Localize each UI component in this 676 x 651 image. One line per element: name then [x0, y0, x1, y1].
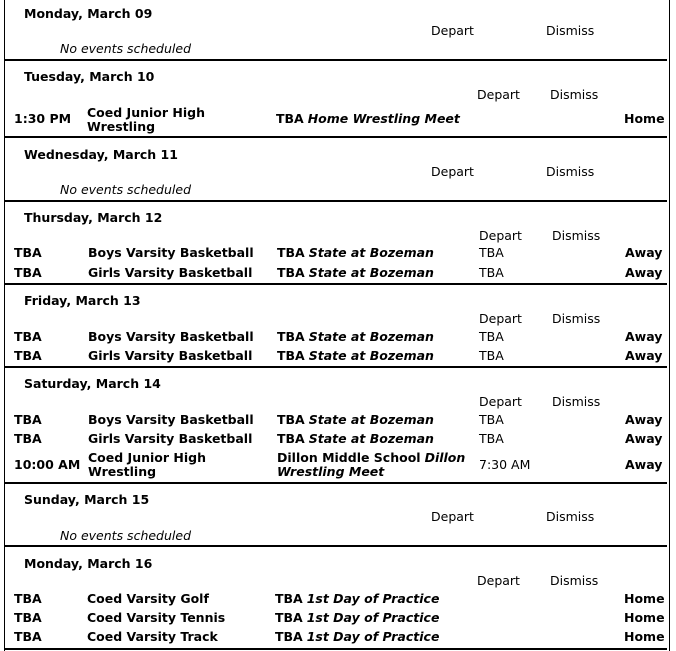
- dismiss-header: Dismiss: [552, 228, 601, 243]
- event-venue: TBA: [277, 412, 305, 427]
- event-time: 10:00 AM: [14, 457, 81, 472]
- dismiss-header: Dismiss: [552, 394, 601, 409]
- event-time: TBA: [14, 348, 42, 363]
- event-description: [277, 266, 434, 280]
- event-time: TBA: [14, 412, 42, 427]
- event-depart: TBA: [479, 265, 504, 280]
- event-name: 1st Day of Practice: [306, 629, 440, 644]
- depart-header: Depart: [431, 23, 474, 38]
- event-venue: Dillon Middle School: [277, 450, 421, 465]
- event-team: Girls Varsity Basketball: [88, 348, 253, 363]
- event-description: [275, 630, 439, 644]
- event-description: [277, 413, 434, 427]
- event-team: Girls Varsity Basketball: [88, 265, 253, 280]
- day-separator: [5, 200, 667, 202]
- event-venue: TBA: [275, 610, 303, 625]
- event-depart: TBA: [479, 329, 504, 344]
- event-site: Away: [625, 457, 663, 472]
- depart-header: Depart: [479, 228, 522, 243]
- event-name: Home Wrestling Meet: [307, 111, 460, 126]
- event-venue: TBA: [277, 265, 305, 280]
- event-site: Home: [624, 629, 665, 644]
- event-venue: TBA: [277, 431, 305, 446]
- event-site: Away: [625, 412, 663, 427]
- depart-header: Depart: [431, 509, 474, 524]
- event-depart: TBA: [479, 412, 504, 427]
- event-name: 1st Day of Practice: [306, 610, 440, 625]
- event-name: Dillon Wrestling Meet: [277, 450, 466, 479]
- no-events-label: No events scheduled: [60, 182, 192, 197]
- depart-header: Depart: [479, 311, 522, 326]
- day-title: Tuesday, March 10: [24, 69, 155, 84]
- event-venue: TBA: [275, 629, 303, 644]
- event-description: [277, 432, 434, 446]
- no-events-label: No events scheduled: [60, 41, 192, 56]
- dismiss-header: Dismiss: [550, 87, 599, 102]
- depart-header: Depart: [477, 573, 520, 588]
- event-team: Coed Varsity Tennis: [87, 610, 226, 625]
- day-separator: [5, 482, 667, 484]
- event-description: [275, 611, 439, 625]
- dismiss-header: Dismiss: [546, 23, 595, 38]
- event-site: Home: [624, 591, 665, 606]
- event-site: Away: [625, 431, 663, 446]
- event-site: Home: [624, 111, 665, 126]
- day-separator: [5, 283, 667, 285]
- dismiss-header: Dismiss: [552, 311, 601, 326]
- day-title: Thursday, March 12: [24, 210, 163, 225]
- event-name: State at Bozeman: [308, 431, 434, 446]
- event-site: Away: [625, 329, 663, 344]
- day-title: Wednesday, March 11: [24, 147, 178, 162]
- event-name: State at Bozeman: [308, 245, 434, 260]
- event-time: TBA: [14, 431, 42, 446]
- event-time: TBA: [14, 591, 42, 606]
- event-time: 1:30 PM: [14, 111, 72, 126]
- event-site: Away: [625, 348, 663, 363]
- event-team: Boys Varsity Basketball: [88, 245, 254, 260]
- day-separator: [5, 366, 667, 368]
- event-name: 1st Day of Practice: [306, 591, 440, 606]
- event-description: [277, 451, 467, 479]
- day-title: Saturday, March 14: [24, 376, 161, 391]
- event-team: Coed Junior High Wrestling: [88, 450, 206, 479]
- event-venue: TBA: [276, 111, 304, 126]
- day-separator: [5, 136, 667, 138]
- dismiss-header: Dismiss: [546, 509, 595, 524]
- event-depart: TBA: [479, 348, 504, 363]
- depart-header: Depart: [477, 87, 520, 102]
- event-name: State at Bozeman: [308, 329, 434, 344]
- event-name: State at Bozeman: [308, 348, 434, 363]
- event-description: [277, 349, 434, 363]
- event-venue: TBA: [277, 348, 305, 363]
- depart-header: Depart: [431, 164, 474, 179]
- event-time: TBA: [14, 629, 42, 644]
- event-venue: TBA: [275, 591, 303, 606]
- event-name: State at Bozeman: [308, 412, 434, 427]
- day-separator: [5, 59, 667, 61]
- day-title: Friday, March 13: [24, 293, 141, 308]
- day-title: Sunday, March 15: [24, 492, 150, 507]
- event-team: Coed Varsity Golf: [87, 591, 209, 606]
- event-team: Coed Junior High Wrestling: [87, 105, 205, 134]
- depart-header: Depart: [479, 394, 522, 409]
- event-name: State at Bozeman: [308, 265, 434, 280]
- event-team: Girls Varsity Basketball: [88, 431, 253, 446]
- event-team: Boys Varsity Basketball: [88, 329, 254, 344]
- event-site: Away: [625, 265, 663, 280]
- event-description: [276, 112, 460, 126]
- day-separator: [5, 648, 667, 650]
- event-time: TBA: [14, 245, 42, 260]
- no-events-label: No events scheduled: [60, 528, 192, 543]
- event-team: Coed Varsity Track: [87, 629, 218, 644]
- event-description: [277, 246, 434, 260]
- event-depart: 7:30 AM: [479, 457, 531, 472]
- event-time: TBA: [14, 329, 42, 344]
- event-time: TBA: [14, 265, 42, 280]
- day-title: Monday, March 16: [24, 556, 153, 571]
- event-site: Away: [625, 245, 663, 260]
- event-time: TBA: [14, 610, 42, 625]
- event-venue: TBA: [277, 329, 305, 344]
- dismiss-header: Dismiss: [550, 573, 599, 588]
- event-depart: TBA: [479, 245, 504, 260]
- event-team: Boys Varsity Basketball: [88, 412, 254, 427]
- event-description: [275, 592, 439, 606]
- day-title: Monday, March 09: [24, 6, 153, 21]
- event-venue: TBA: [277, 245, 305, 260]
- event-site: Home: [624, 610, 665, 625]
- day-separator: [5, 545, 667, 547]
- event-depart: TBA: [479, 431, 504, 446]
- event-description: [277, 330, 434, 344]
- dismiss-header: Dismiss: [546, 164, 595, 179]
